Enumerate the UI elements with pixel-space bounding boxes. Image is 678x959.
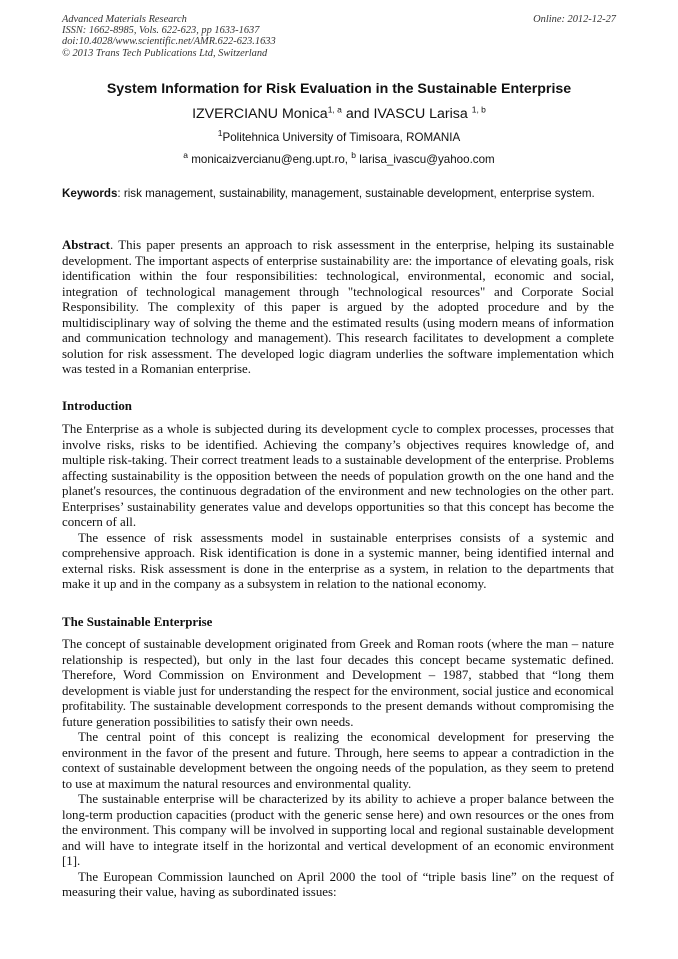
email-b: larisa_ivascu@yahoo.com [355, 153, 495, 166]
journal-issn: ISSN: 1662-8985, Vols. 622-623, pp 1633-1637 [62, 25, 260, 37]
affiliation-text: Politehnica University of Timisoara, ROMANIA [222, 131, 461, 144]
online-date: Online: 2012-12-27 [533, 14, 616, 25]
introduction-heading: Introduction [62, 399, 132, 413]
sustainable-enterprise-section [62, 637, 614, 901]
introduction-section [62, 422, 614, 593]
abstract-text: . This paper presents an approach to risk assessment in the enterprise, helping its sustainable development. The important aspects of enterprise sustainability are: the importance of elevating goals, risk identification within the four responsibilities: technological, environmental, economic and social, integration of technological management through "technological resources" and Corporate Social Responsibility. The complexity of this paper is argued by the adopted procedure and by the multidisciplinary way of solving the theme and the estimated results (using modern means of information and communication technology and management). This research facilitates to development a complete solution for risk assessment. The developed logic diagram underlies the software implementation which was tested in a Romanian enterprise. [62, 238, 614, 376]
email-a: monicaizvercianu@eng.upt.ro, [188, 153, 352, 166]
author-1: IZVERCIANU Monica [192, 106, 328, 122]
sustainable-paragraph-4: The European Commission launched on April 2000 the tool of “triple basis line” on the request of measuring their value, having as subordinated issues: [62, 869, 614, 899]
keywords-text: : risk management, sustainability, management, sustainable development, enterprise system. [117, 187, 595, 200]
affiliation [62, 130, 616, 145]
email-marker-b: b [351, 150, 356, 161]
sustainable-paragraph-3: The sustainable enterprise will be characterized by its ability to achieve a proper balance between the long-term production capacities (product with the generic sense here) and own resources or the ones from the environment. This company will be involved in supporting local and regional sustainable development and will have to integrate itself in the horizontal and vertical development of an economic environment [1]. [62, 792, 614, 868]
abstract [62, 238, 614, 378]
author-emails [62, 152, 616, 167]
paper-title: System Information for Risk Evaluation in the Sustainable Enterprise [106, 81, 572, 97]
journal-meta [62, 14, 616, 59]
affiliation-marker: 1 [217, 128, 223, 139]
author-2-affiliation: 1, b [471, 104, 486, 115]
keywords [62, 186, 614, 201]
journal-doi: doi:10.4028/www.scientific.net/AMR.622-623.1633 [62, 36, 276, 48]
author-conjunction: and [341, 106, 374, 122]
journal-name: Advanced Materials Research [62, 14, 187, 25]
introduction-paragraph-2: The essence of risk assessments model in sustainable enterprises consists of a systemic and comprehensive approach. Risk identification is done in a systemic manner, being identified internal and external risks. Risk assessment is done in the enterprise as a system, in relation to the departments that make it up and in the company as a subsystem in relation to the national economy. [62, 530, 614, 591]
keywords-label: Keywords [62, 187, 118, 200]
introduction-paragraph-1: The Enterprise as a whole is subjected during its development cycle to complex processes, processes that involve risks, risks to be identified. Achieving the company’s objectives requires knowledge of, and multiple risk-taking. Their correct treatment leads to a sustainable development of the enterprise. Problems affecting sustainability is the opposition between the needs of population growth on the one hand and the planet's resources, the continuous degradation of the environment and new technologies on the other part. Enterprises’ sustainability generates value and develops opportunities so that this concept has become the concern of all. [62, 422, 614, 529]
author-line [62, 104, 616, 124]
sustainable-enterprise-heading: The Sustainable Enterprise [62, 615, 213, 629]
sustainable-paragraph-1: The concept of sustainable development originated from Greek and Roman roots (where the man – nature relationship is respected), but only in the last four decades this concept became systematic defined. Therefore, Word Commission on Environment and Development – 1987, stabbed that “long them development is viable just for understanding the respect for the environment, social justice and economical profitability. The sustainable development corresponds to the present demands without compromising the future generation possibilities to satisfy their own needs. [62, 637, 614, 729]
email-marker-a: a [183, 150, 189, 161]
author-1-affiliation: 1, a [327, 104, 342, 115]
abstract-label: Abstract [62, 238, 110, 252]
journal-copyright: © 2013 Trans Tech Publications Ltd, Switzerland [62, 47, 268, 59]
sustainable-paragraph-2: The central point of this concept is realizing the economical development for preserving the environment in the favor of the present and future. Through, here seems to appear a contradiction in the context of sustainable development between the ongoing needs of the population, as they seem to pretend to use at maximum the natural resources and environmental quality. [62, 730, 614, 791]
author-2: IVASCU Larisa [373, 106, 472, 122]
abstract-paragraph [62, 238, 614, 378]
